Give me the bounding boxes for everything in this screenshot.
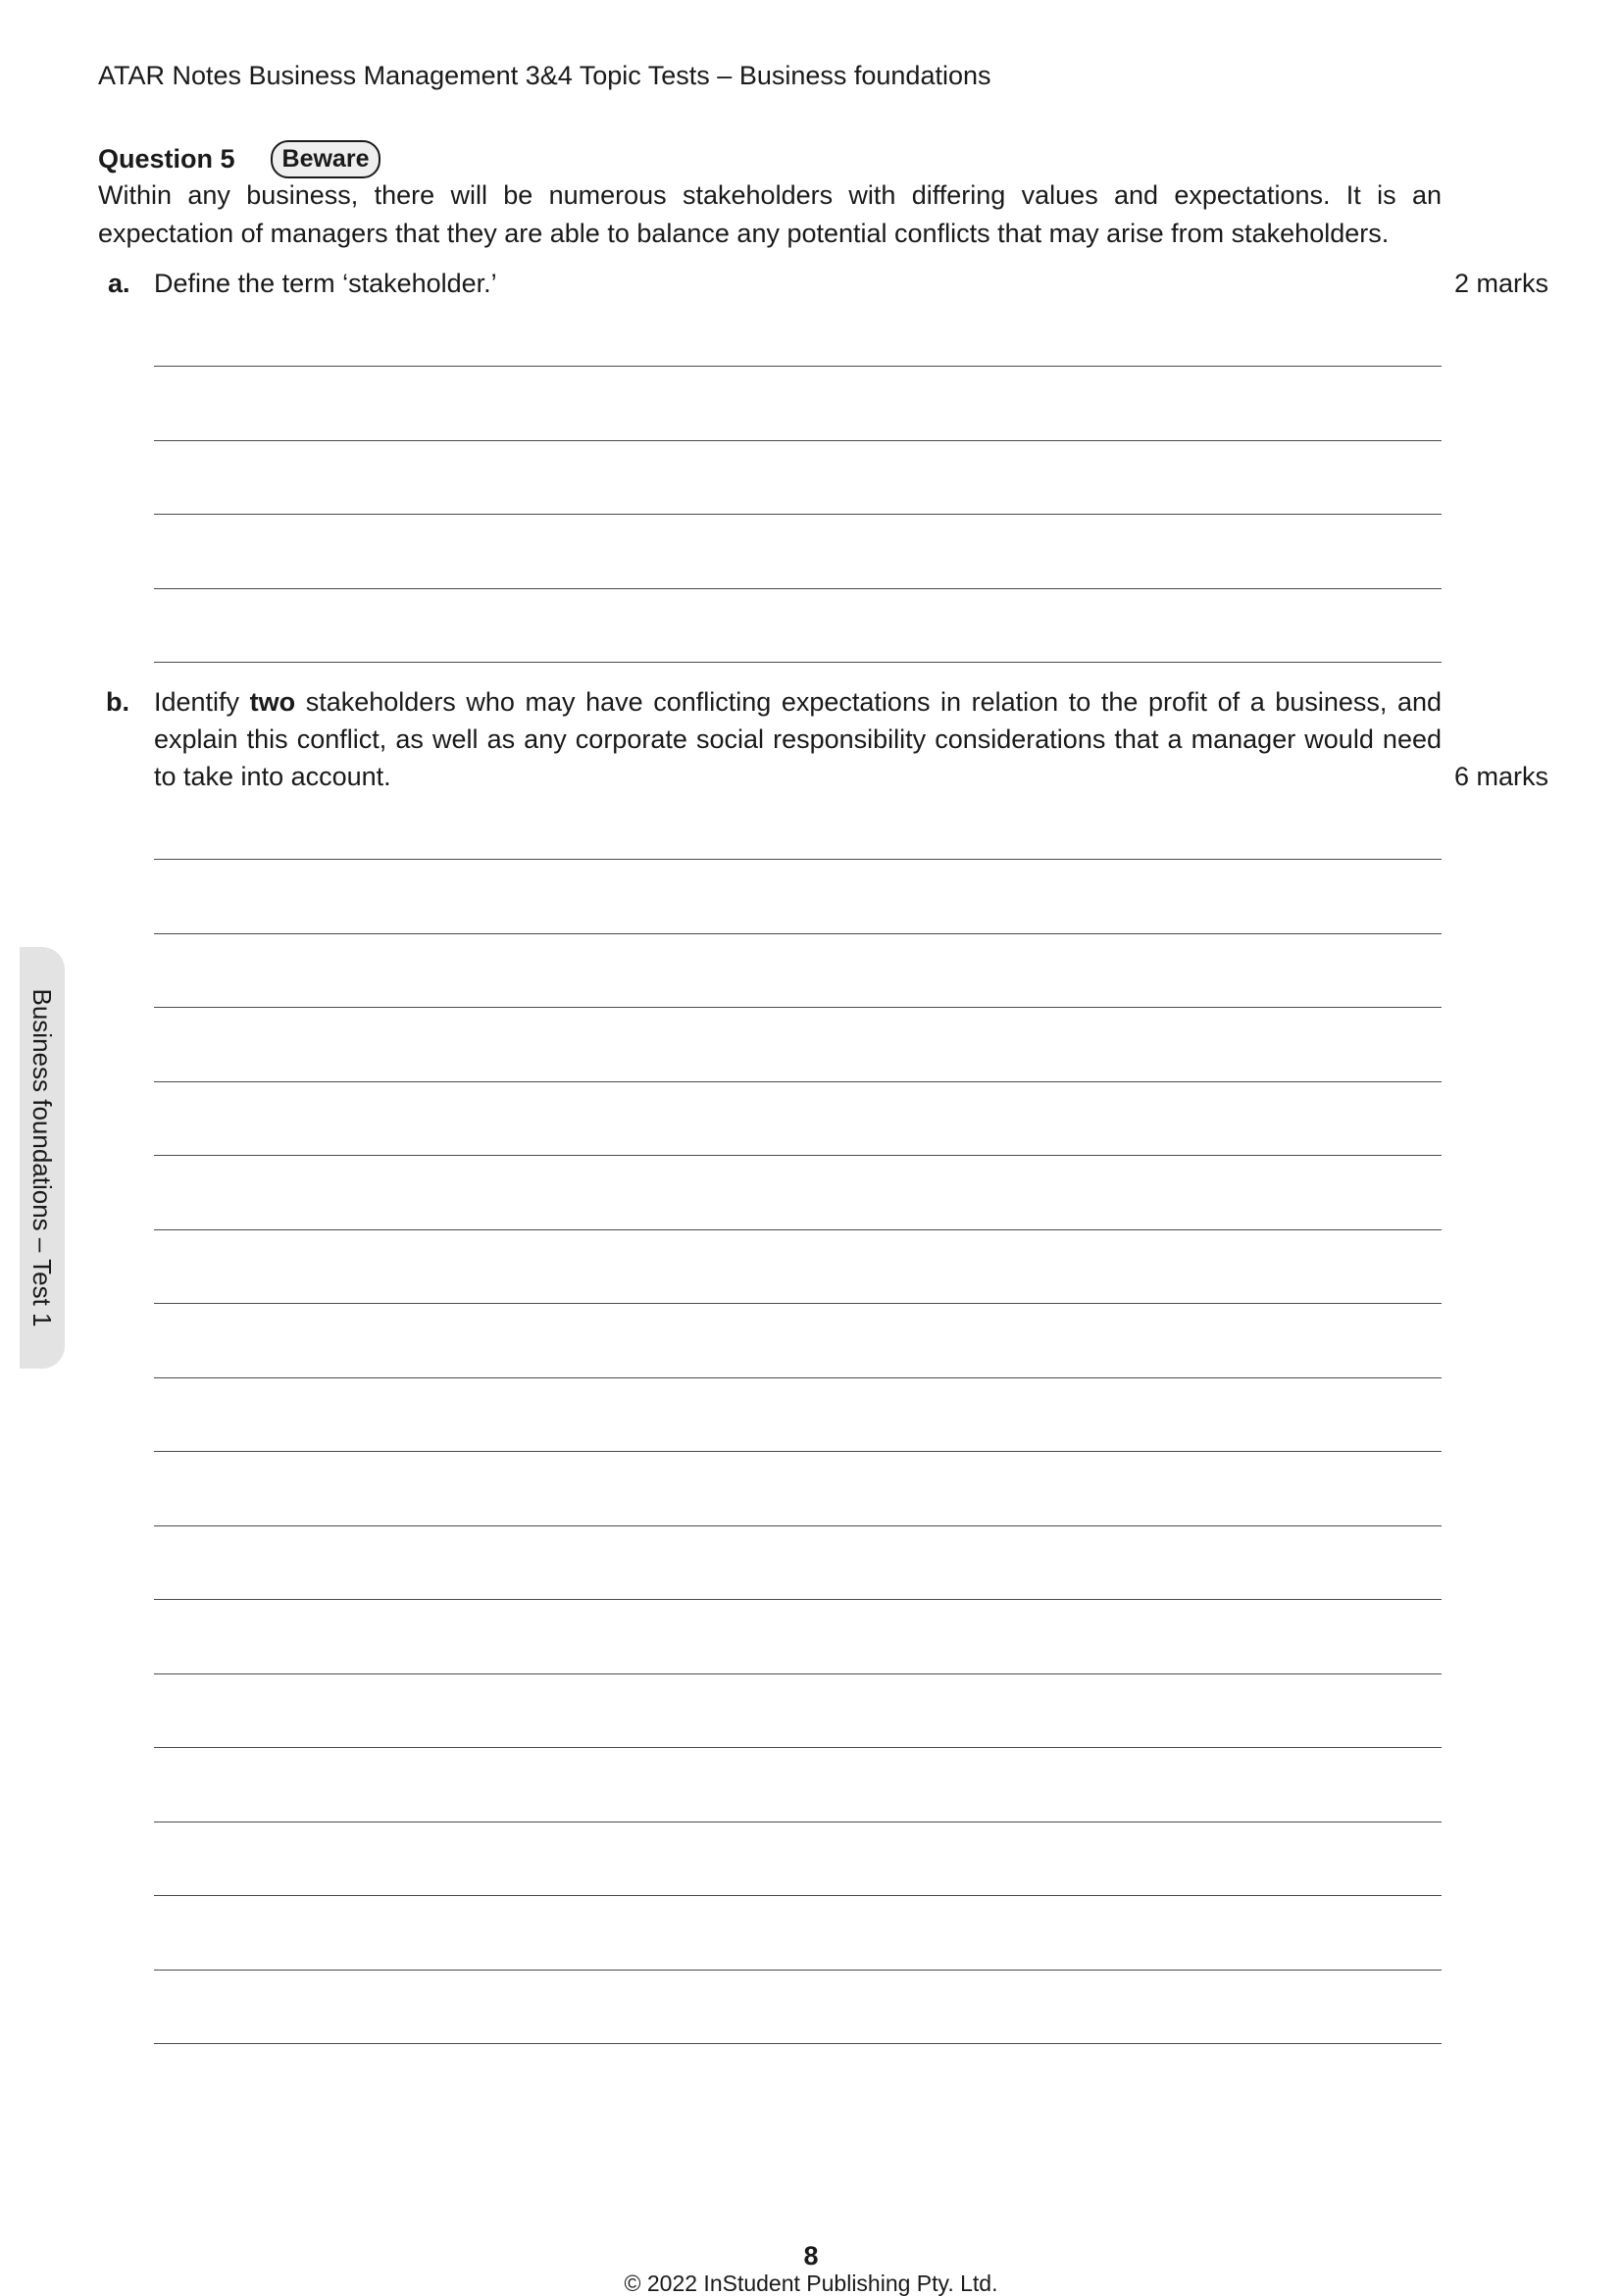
part-a-text: Define the term ‘stakeholder.’ — [154, 269, 497, 298]
answer-line[interactable] — [154, 1895, 1442, 1896]
answer-line[interactable] — [154, 1673, 1442, 1674]
answer-line[interactable] — [154, 1155, 1442, 1156]
part-b-text-before: Identify — [154, 687, 250, 717]
answer-line[interactable] — [154, 1599, 1442, 1600]
part-b-text-bold: two — [249, 687, 296, 717]
part-b-letter: b. — [106, 687, 129, 717]
question-heading — [98, 139, 380, 178]
question-title: Question 5 — [98, 143, 235, 174]
answer-line[interactable] — [154, 1525, 1442, 1526]
answer-line[interactable] — [154, 514, 1442, 515]
beware-badge: Beware — [271, 140, 381, 178]
part-b-text-after: stakeholders who may have conflicting expectations in relation to the profit of a business, and explain this conflict, as well as any corporate social responsibility considerations that a manager would need to take into account. — [154, 687, 1442, 791]
answer-line[interactable] — [154, 1007, 1442, 1008]
answer-line[interactable] — [154, 440, 1442, 441]
answer-line[interactable] — [154, 1970, 1442, 1971]
side-tab — [20, 947, 65, 1369]
page-number: 8 — [803, 2241, 819, 2271]
answer-line[interactable] — [154, 1303, 1442, 1304]
answer-line[interactable] — [154, 1451, 1442, 1452]
answer-line[interactable] — [154, 1377, 1442, 1378]
part-a-letter: a. — [108, 269, 130, 298]
answer-line[interactable] — [154, 366, 1442, 367]
copyright: © 2022 InStudent Publishing Pty. Ltd. — [624, 2271, 998, 2296]
answer-line[interactable] — [154, 859, 1442, 860]
answer-line[interactable] — [154, 933, 1442, 934]
answer-line[interactable] — [154, 1081, 1442, 1082]
answer-line[interactable] — [154, 662, 1442, 663]
answer-line[interactable] — [154, 1747, 1442, 1748]
part-a-marks: 2 marks — [1454, 269, 1549, 298]
running-header: ATAR Notes Business Management 3&4 Topic Tests – Business foundations — [98, 61, 991, 90]
answer-line[interactable] — [154, 1229, 1442, 1230]
answer-line[interactable] — [154, 588, 1442, 589]
part-b-marks: 6 marks — [1454, 762, 1549, 791]
answer-line[interactable] — [154, 2043, 1442, 2044]
side-tab-label: Business foundations – Test 1 — [27, 988, 57, 1327]
question-intro: Within any business, there will be numerous stakeholders with differing values and expectations. It is an expectation of managers that they are able to balance any potential conflicts that may arise from stakeholders. — [98, 180, 1442, 248]
part-b-text — [154, 683, 1442, 795]
